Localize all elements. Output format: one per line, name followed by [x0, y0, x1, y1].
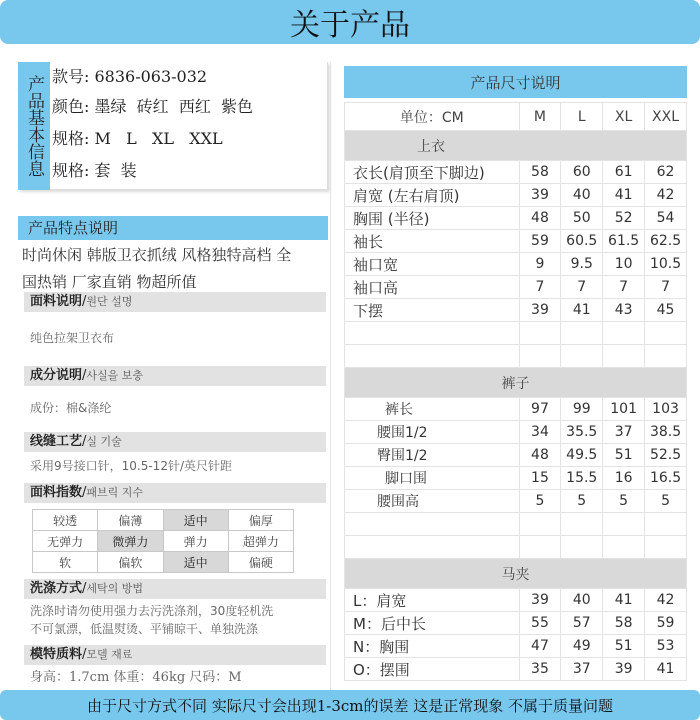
column-divider: [330, 62, 331, 690]
size-chart-table: [344, 102, 687, 681]
size-value-cell: 45: [645, 299, 687, 322]
size-blank-cell: [561, 322, 603, 345]
size-value-cell: 37: [603, 421, 645, 444]
size-value-cell: 48: [519, 444, 561, 467]
size-group-row: [345, 131, 687, 161]
page-title-bar: [0, 0, 700, 44]
size-value-cell: 5: [603, 490, 645, 513]
size-value-cell: 54: [645, 207, 687, 230]
size-value-cell: 51: [603, 444, 645, 467]
fabric-index-cell: 偏软: [98, 552, 163, 573]
size-col-header: XL: [603, 103, 645, 131]
size-value-cell: 16.5: [645, 467, 687, 490]
size-blank-cell: [519, 536, 561, 559]
size-blank-cell: [645, 345, 687, 368]
size-value-cell: 55: [519, 612, 561, 635]
size-blank-cell: [603, 322, 645, 345]
section-subtitle: 패브릭 지수: [86, 486, 144, 499]
size-value-cell: 35: [519, 658, 561, 681]
size-value-cell: 101: [603, 398, 645, 421]
section-title: 线缝工艺: [30, 434, 83, 449]
size-value-cell: 60: [561, 161, 603, 184]
size-row-label: 腰围1/2: [345, 421, 520, 444]
fabric-index-cell-selected: 适中: [163, 552, 228, 573]
size-value-cell: 5: [561, 490, 603, 513]
size-value-cell: 42: [645, 589, 687, 612]
size-value-cell: 38.5: [645, 421, 687, 444]
size-value-cell: 9: [519, 253, 561, 276]
basic-info-panel: [18, 62, 328, 190]
size-value-cell: 42: [645, 184, 687, 207]
features-header: 产品特点说明: [18, 216, 328, 240]
fabric-index-cell-selected: 适中: [163, 510, 228, 531]
section-stitching: 线缝工艺/실 기술: [24, 432, 326, 452]
size-value-cell: 103: [645, 398, 687, 421]
size-value-cell: 41: [603, 184, 645, 207]
size-value-cell: 39: [603, 658, 645, 681]
section-subtitle: 세탁의 방법: [86, 582, 144, 595]
size-value-cell: 10: [603, 253, 645, 276]
size-value-cell: 49.5: [561, 444, 603, 467]
size-value-cell: 37: [561, 658, 603, 681]
section-fabric-desc: 面料说明/원단 설명: [24, 292, 326, 312]
section-body-line: 身高：1.7cm 体重：46kg 尺码：M: [30, 670, 242, 685]
size-row-label: 下摆: [345, 299, 520, 322]
size-row-label: O：摆围: [345, 658, 520, 681]
info-line-colors: 颜色: 墨绿 砖红 西红 紫色: [52, 97, 253, 116]
size-blank-cell: [561, 513, 603, 536]
size-col-header: XXL: [645, 103, 687, 131]
size-value-cell: 41: [561, 299, 603, 322]
section-body-line: 不可氯漂，低温熨烫、平铺晾干、单独洗涤: [30, 622, 259, 636]
fabric-index-row-elasticity: [33, 531, 294, 552]
features-desc-line-2: 国热销 厂家直销 物超所值: [22, 273, 197, 291]
size-value-cell: 50: [561, 207, 603, 230]
size-blank-cell: [561, 345, 603, 368]
size-value-cell: 39: [519, 184, 561, 207]
size-value-cell: 43: [603, 299, 645, 322]
size-row: [345, 276, 687, 299]
section-title: 模特质料: [30, 647, 83, 662]
size-row: [345, 612, 687, 635]
section-composition: 成分说明/사실을 보충: [24, 366, 326, 386]
fabric-index-cell: 较透: [33, 510, 98, 531]
section-model: 模特质料/모델 재료: [24, 645, 326, 665]
size-value-cell: 7: [645, 276, 687, 299]
basic-info-vertical-label: 产品基本信息: [24, 75, 44, 177]
fabric-index-cell: 偏薄: [98, 510, 163, 531]
size-row-label: 裤长: [345, 398, 520, 421]
size-value-cell: 39: [519, 589, 561, 612]
size-value-cell: 34: [519, 421, 561, 444]
size-group-label: 马夹: [345, 559, 687, 589]
section-title: 面料说明: [30, 294, 83, 309]
info-line-set: 规格: 套 装: [52, 161, 137, 180]
size-value-cell: 40: [561, 184, 603, 207]
size-blank-cell: [345, 322, 520, 345]
size-col-header: L: [561, 103, 603, 131]
section-subtitle: 실 기술: [86, 435, 122, 448]
size-row: [345, 421, 687, 444]
size-blank-cell: [603, 345, 645, 368]
size-chart-header: 产品尺寸说明: [344, 66, 687, 98]
fabric-index-cell-selected: 微弹力: [98, 531, 163, 552]
size-row-label: 脚口围: [345, 467, 520, 490]
basic-info-vertical-label-box: [18, 62, 50, 190]
footer-bar: [0, 690, 700, 720]
fabric-index-table: [32, 509, 294, 573]
features-desc-line-1: 时尚休闲 韩版卫衣抓绒 风格独特高档 全: [22, 246, 292, 264]
size-value-cell: 41: [603, 589, 645, 612]
section-subtitle: 원단 설명: [86, 295, 133, 308]
footer-note: 由于尺寸方式不同 实际尺寸会出现1-3cm的误差 这是正常现象 不属于质量问题: [86, 696, 614, 715]
section-subtitle: 사실을 보충: [86, 369, 144, 382]
fabric-index-row-thickness: [33, 510, 294, 531]
size-row: [345, 299, 687, 322]
size-value-cell: 41: [645, 658, 687, 681]
size-blank-cell: [645, 513, 687, 536]
section-subtitle: 모델 재료: [86, 648, 133, 661]
size-value-cell: 35.5: [561, 421, 603, 444]
size-blank-cell: [519, 513, 561, 536]
size-value-cell: 58: [519, 161, 561, 184]
size-value-cell: 39: [519, 299, 561, 322]
size-value-cell: 15.5: [561, 467, 603, 490]
size-blank-cell: [645, 536, 687, 559]
section-body-line: 成份：棉&涤纶: [30, 401, 112, 415]
size-row-label: L：肩宽: [345, 589, 520, 612]
size-value-cell: 49: [561, 635, 603, 658]
fabric-index-cell: 无弹力: [33, 531, 98, 552]
fabric-index-cell: 软: [33, 552, 98, 573]
size-blank-cell: [603, 536, 645, 559]
size-value-cell: 62: [645, 161, 687, 184]
unit-label: 单位：CM: [345, 103, 520, 131]
size-value-cell: 7: [519, 276, 561, 299]
size-row: [345, 207, 687, 230]
size-value-cell: 7: [561, 276, 603, 299]
size-value-cell: 53: [645, 635, 687, 658]
size-row: [345, 490, 687, 513]
size-row: [345, 589, 687, 612]
size-row-label: 胸围 (半径): [345, 207, 520, 230]
size-value-cell: 51: [603, 635, 645, 658]
size-row: [345, 230, 687, 253]
size-row: [345, 398, 687, 421]
size-value-cell: 60.5: [561, 230, 603, 253]
size-value-cell: 15: [519, 467, 561, 490]
size-value-cell: 5: [645, 490, 687, 513]
size-value-cell: 47: [519, 635, 561, 658]
section-body-line: 采用9号接口针，10.5-12针/英尺针距: [30, 459, 232, 473]
section-title: 洗涤方式: [30, 581, 83, 596]
info-line-style-number: 款号: 6836-063-032: [52, 67, 208, 86]
size-blank-row: [345, 322, 687, 345]
size-value-cell: 61.5: [603, 230, 645, 253]
size-row-label: 袖口宽: [345, 253, 520, 276]
size-value-cell: 5: [519, 490, 561, 513]
size-row-label: M：后中长: [345, 612, 520, 635]
size-value-cell: 61: [603, 161, 645, 184]
size-row: [345, 635, 687, 658]
page-title: 关于产品: [290, 8, 410, 43]
size-value-cell: 52: [603, 207, 645, 230]
size-value-cell: 58: [603, 612, 645, 635]
size-blank-cell: [345, 536, 520, 559]
size-value-cell: 97: [519, 398, 561, 421]
size-value-cell: 48: [519, 207, 561, 230]
fabric-index-cell: 弹力: [163, 531, 228, 552]
info-line-sizes: 规格: M L XL XXL: [52, 129, 223, 148]
size-value-cell: 7: [603, 276, 645, 299]
size-group-row: [345, 368, 687, 398]
size-value-cell: 52.5: [645, 444, 687, 467]
size-row: [345, 444, 687, 467]
section-body-line: 纯色拉架卫衣布: [30, 331, 115, 345]
fabric-index-cell: 偏厚: [228, 510, 293, 531]
size-value-cell: 62.5: [645, 230, 687, 253]
section-title: 面料指数: [30, 485, 83, 500]
size-blank-cell: [345, 513, 520, 536]
size-value-cell: 16: [603, 467, 645, 490]
size-value-cell: 9.5: [561, 253, 603, 276]
fabric-index-cell: 超弹力: [228, 531, 293, 552]
size-blank-cell: [561, 536, 603, 559]
size-row: [345, 467, 687, 490]
section-title: 成分说明: [30, 368, 83, 383]
size-head-row: [345, 103, 687, 131]
size-group-label: 裤子: [345, 368, 687, 398]
size-group-row: [345, 559, 687, 589]
size-value-cell: 99: [561, 398, 603, 421]
size-row-label: 衣长(肩顶至下脚边): [345, 161, 520, 184]
size-blank-row: [345, 513, 687, 536]
size-value-cell: 40: [561, 589, 603, 612]
size-row: [345, 658, 687, 681]
size-row: [345, 184, 687, 207]
size-row-label: 臀围1/2: [345, 444, 520, 467]
size-blank-row: [345, 345, 687, 368]
size-row-label: 腰围高: [345, 490, 520, 513]
section-washing: 洗涤方式/세탁의 방법: [24, 579, 326, 599]
size-group-label: 上衣: [345, 131, 687, 161]
size-blank-cell: [603, 513, 645, 536]
size-blank-cell: [519, 322, 561, 345]
size-blank-cell: [519, 345, 561, 368]
size-value-cell: 59: [519, 230, 561, 253]
size-value-cell: 10.5: [645, 253, 687, 276]
size-value-cell: 57: [561, 612, 603, 635]
size-row: [345, 161, 687, 184]
size-row-label: N：胸围: [345, 635, 520, 658]
fabric-index-row-softness: [33, 552, 294, 573]
section-fabric-index: 面料指数/패브릭 지수: [24, 483, 326, 503]
size-row-label: 肩宽 (左右肩顶): [345, 184, 520, 207]
size-row-label: 袖口高: [345, 276, 520, 299]
size-blank-row: [345, 536, 687, 559]
size-row: [345, 253, 687, 276]
size-row-label: 袖长: [345, 230, 520, 253]
size-value-cell: 59: [645, 612, 687, 635]
size-col-header: M: [519, 103, 561, 131]
fabric-index-cell: 偏硬: [228, 552, 293, 573]
section-body-line: 洗涤时请勿使用强力去污洗涤剂，30度轻机洗: [30, 604, 274, 618]
size-blank-cell: [345, 345, 520, 368]
size-blank-cell: [645, 322, 687, 345]
